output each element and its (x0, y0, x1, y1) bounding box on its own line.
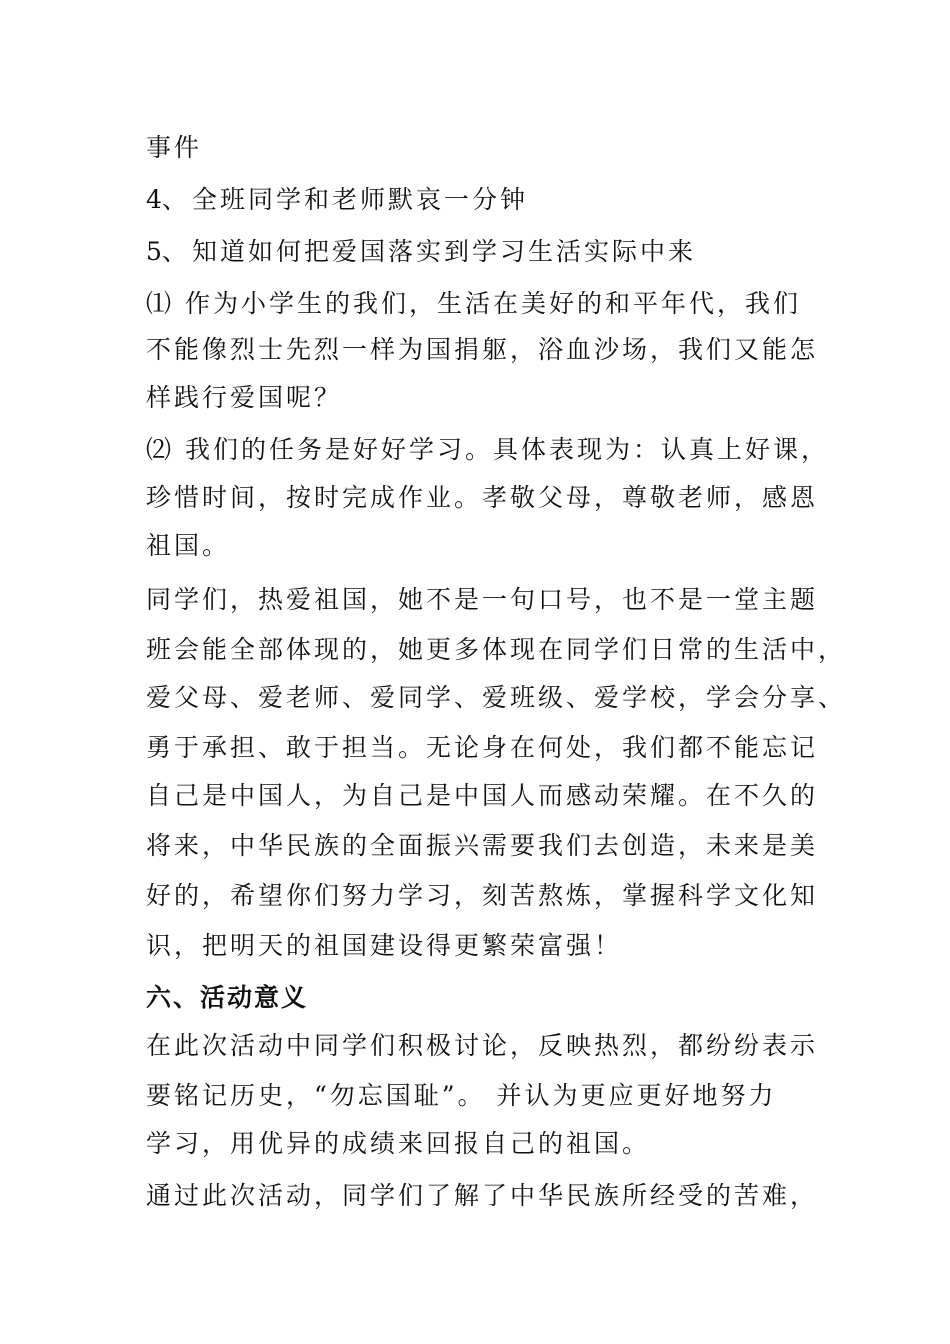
text-line: 事件 (146, 133, 203, 162)
text-line: 通过此次活动，同学们了解了中华民族所经受的苦难， (146, 1181, 819, 1210)
list-number: 4、 (146, 185, 187, 214)
section-heading: 六、活动意义 (146, 983, 309, 1012)
text-line: 班会能全部体现的，她更多体现在同学们日常的生活中， (146, 635, 847, 664)
list-text: 全班同学和老师默哀一分钟 (192, 185, 529, 214)
text-line: 爱父母、爱老师、爱同学、爱班级、爱学校，学会分享、 (146, 683, 847, 712)
text-line: 识，把明天的祖国建设得更繁荣富强！ (146, 931, 623, 960)
text-line: 珍惜时间，按时完成作业。孝敬父母，尊敬老师，感恩 (146, 483, 819, 512)
text-line: 不能像烈士先烈一样为国捐躯，浴血沙场，我们又能怎 (146, 335, 819, 364)
text-line: 自己是中国人，为自己是中国人而感动荣耀。在不久的 (146, 781, 819, 810)
text-line: 样践行爱国呢？ (146, 383, 343, 412)
text-line: 同学们，热爱祖国，她不是一句口号，也不是一堂主题 (146, 585, 819, 614)
list-text: 知道如何把爱国落实到学习生活实际中来 (192, 237, 697, 266)
text-line: ⑴ 作为小学生的我们，生活在美好的和平年代，我们 (146, 289, 801, 318)
text-line: 勇于承担、敢于担当。无论身在何处，我们都不能忘记 (146, 733, 819, 762)
list-item-4 (146, 184, 528, 216)
text-line: 祖国。 (146, 531, 231, 560)
text-line: ⑵ 我们的任务是好好学习。具体表现为：认真上好课， (146, 435, 829, 464)
list-item-5 (146, 236, 696, 268)
text-line: 在此次活动中同学们积极讨论，反映热烈，都纷纷表示 (146, 1031, 819, 1060)
text-line: 将来，中华民族的全面振兴需要我们去创造，未来是美 (146, 831, 819, 860)
list-number: 5、 (146, 237, 187, 266)
text-line: 要铭记历史，“勿忘国耻”。 并认为更应更好地努力 (146, 1081, 777, 1110)
text-line: 学习，用优异的成绩来回报自己的祖国。 (146, 1129, 651, 1158)
text-line: 好的，希望你们努力学习，刻苦熬炼，掌握科学文化知 (146, 881, 819, 910)
